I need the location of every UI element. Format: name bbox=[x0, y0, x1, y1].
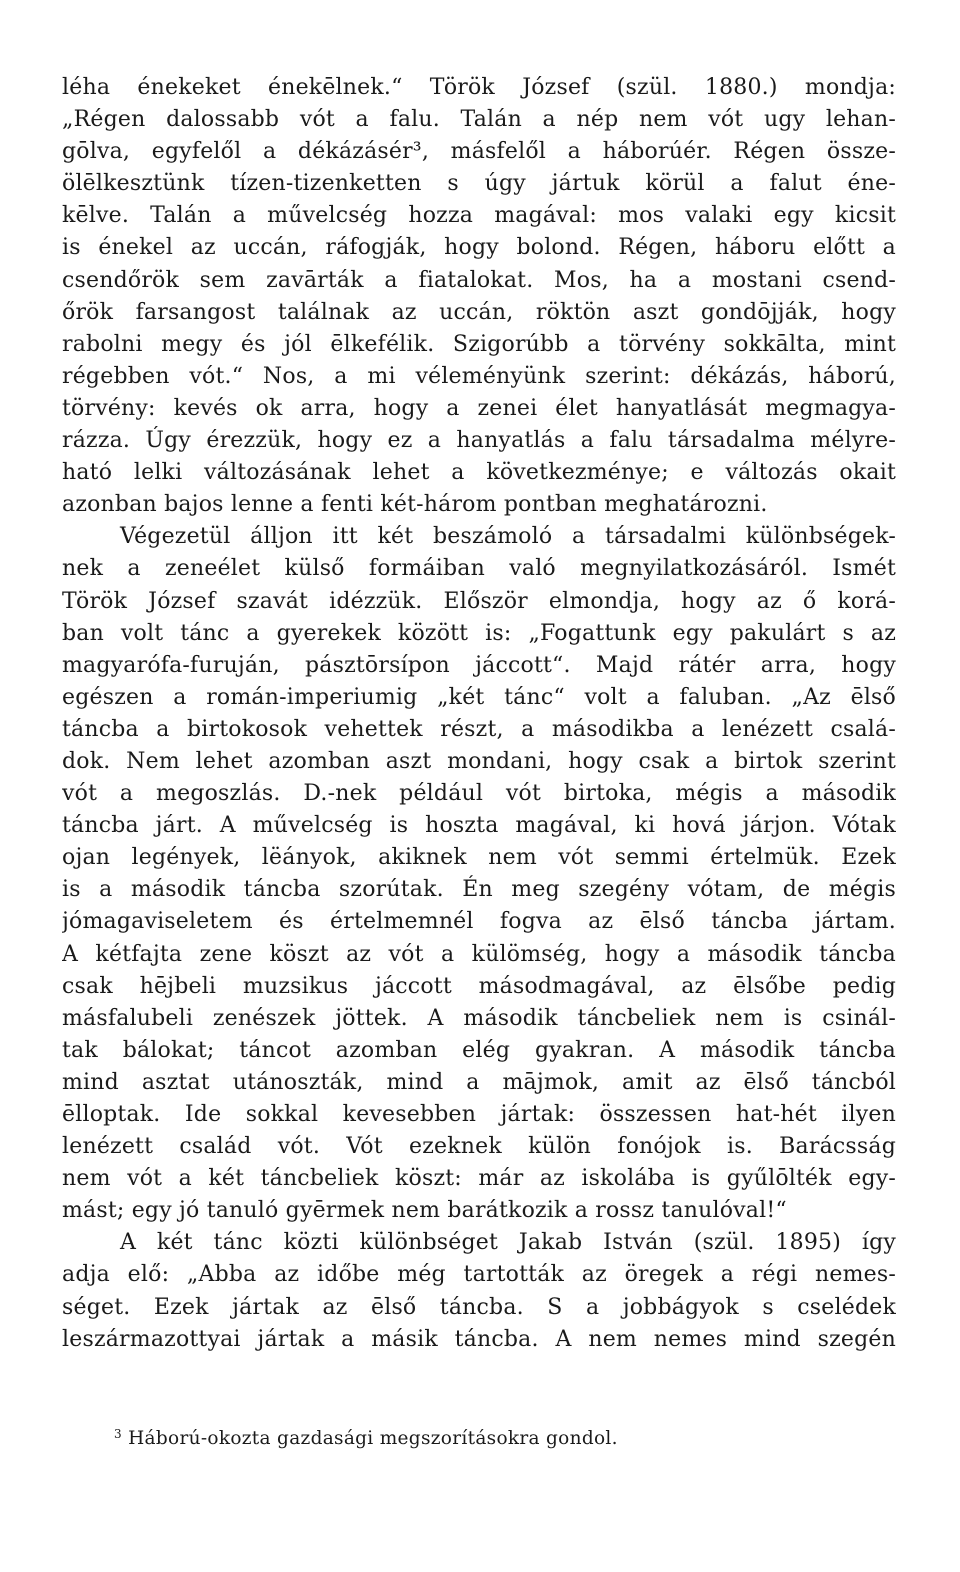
text-line: „Régen dalossabb vót a falu. Talán a nép nem vót ugy lehan- bbox=[62, 107, 896, 133]
footnote-marker: 3 bbox=[114, 1427, 122, 1441]
text-line: másfalubeli zenészek jöttek. A második táncbeliek nem is csinál- bbox=[62, 1005, 896, 1031]
text-line: ojan legények, lëányok, akiknek nem vót semmi értelmük. Ezek bbox=[62, 845, 896, 871]
text-line: A kétfajta zene köszt az vót a külömség, hogy a második táncba bbox=[62, 941, 896, 967]
text-line: jómagaviseletem és értelmemnél fogva az ēlső táncba jártam. bbox=[62, 909, 896, 935]
text-line: gōlva, egyfelől a dékázásér³, másfelől a háborúér. Régen össze- bbox=[62, 139, 896, 165]
text-line: őrök farsangost találnak az uccán, röktön aszt gondōjják, hogy bbox=[62, 299, 896, 325]
text-line: azonban bajos lenne a fenti két-három pontban meghatározni. bbox=[62, 492, 768, 518]
text-line: nek a zeneélet külső formáiban való megnyilatkozásáról. Ismét bbox=[62, 556, 896, 582]
text-line: egészen a román-imperiumig „két tánc“ volt a faluban. „Az ēlső bbox=[62, 684, 896, 710]
text-line: magyarófa-furuján, pásztōrsípon jáccott“. Majd rátér arra, hogy bbox=[62, 652, 896, 678]
text-line: rabolni megy és jól ēlkefélik. Szigorúbb a törvény sokkālta, mint bbox=[62, 331, 896, 357]
text-line: kēlve. Talán a művelcség hozza magával: mos valaki egy kicsit bbox=[62, 203, 896, 229]
text-line: Török József szavát idézzük. Először elmondja, hogy az ő korá- bbox=[62, 588, 896, 614]
text-line: adja elő: „Abba az időbe még tartották az öregek a régi nemes- bbox=[62, 1262, 896, 1288]
text-line: Végezetül álljon itt két beszámoló a társadalmi különbségek- bbox=[120, 524, 896, 550]
text-line: mást; egy jó tanuló gyērmek nem barátkozik a rossz tanulóval!“ bbox=[62, 1198, 787, 1224]
text-line: A két tánc közti különbséget Jakab István (szül. 1895) így bbox=[120, 1230, 896, 1256]
text-line: lenézett család vót. Vót ezeknek külön fonójok is. Barácsság bbox=[62, 1134, 896, 1160]
text-line: mind asztat utánoszták, mind a mājmok, amit az ēlső táncból bbox=[62, 1069, 896, 1095]
text-line: ban volt tánc a gyerekek között is: „Fogattunk egy pakulárt s az bbox=[62, 620, 896, 646]
text-line: rázza. Úgy érezzük, hogy ez a hanyatlás a falu társadalma mélyre- bbox=[62, 428, 896, 454]
text-line: vót a megoszlás. D.-nek például vót birtoka, mégis a második bbox=[62, 781, 896, 807]
text-line: tak bálokat; táncot azomban elég gyakran. A második táncba bbox=[62, 1037, 896, 1063]
text-line: táncba a birtokosok vehettek részt, a másodikba a lenézett csalá- bbox=[62, 716, 896, 742]
text-line: régebben vót.“ Nos, a mi véleményünk szerint: dékázás, háború, bbox=[62, 363, 896, 389]
text-line: ható lelki változásának lehet a következménye; e változás okait bbox=[62, 460, 896, 486]
text-line: táncba járt. A művelcség is hoszta magával, ki hová járjon. Vótak bbox=[62, 813, 896, 839]
text-line: is énekel az uccán, ráfogják, hogy bolond. Régen, háboru előtt a bbox=[62, 235, 896, 261]
text-line: ēlloptak. Ide sokkal kevesebben jártak: összessen hat-hét ilyen bbox=[62, 1102, 896, 1127]
text-line: csendőrök sem zavārták a fiatalokat. Mos, ha a mostani csend- bbox=[62, 267, 896, 293]
text-line: leszármazottyai jártak a másik táncba. A nem nemes mind szegén bbox=[62, 1326, 896, 1352]
text-line: is a második táncba szorútak. Én meg szegény vótam, de mégis bbox=[62, 877, 896, 903]
page-body bbox=[62, 72, 896, 1356]
text-line: nem vót a két táncbeliek köszt: már az iskolába is gyűlōlték egy- bbox=[62, 1166, 896, 1192]
footnote-text: Háború-okozta gazdasági megszorításokra gondol. bbox=[128, 1428, 618, 1449]
text-line: törvény: kevés ok arra, hogy a zenei élet hanyatlását megmagya- bbox=[62, 395, 896, 421]
footnote bbox=[114, 1420, 894, 1453]
text-line: ölēlkesztünk tízen-tizenketten s úgy jártuk körül a falut éne- bbox=[62, 171, 896, 197]
text-line: dok. Nem lehet azomban aszt mondani, hogy csak a birtok szerint bbox=[62, 748, 896, 774]
text-line: csak hējbeli muzsikus jáccott másodmagával, az ēlsőbe pedig bbox=[62, 973, 896, 999]
text-line: séget. Ezek jártak az ēlső táncba. S a jobbágyok s cselédek bbox=[62, 1294, 896, 1320]
text-line: léha énekeket énekēlnek.“ Török József (szül. 1880.) mondja: bbox=[62, 75, 896, 100]
